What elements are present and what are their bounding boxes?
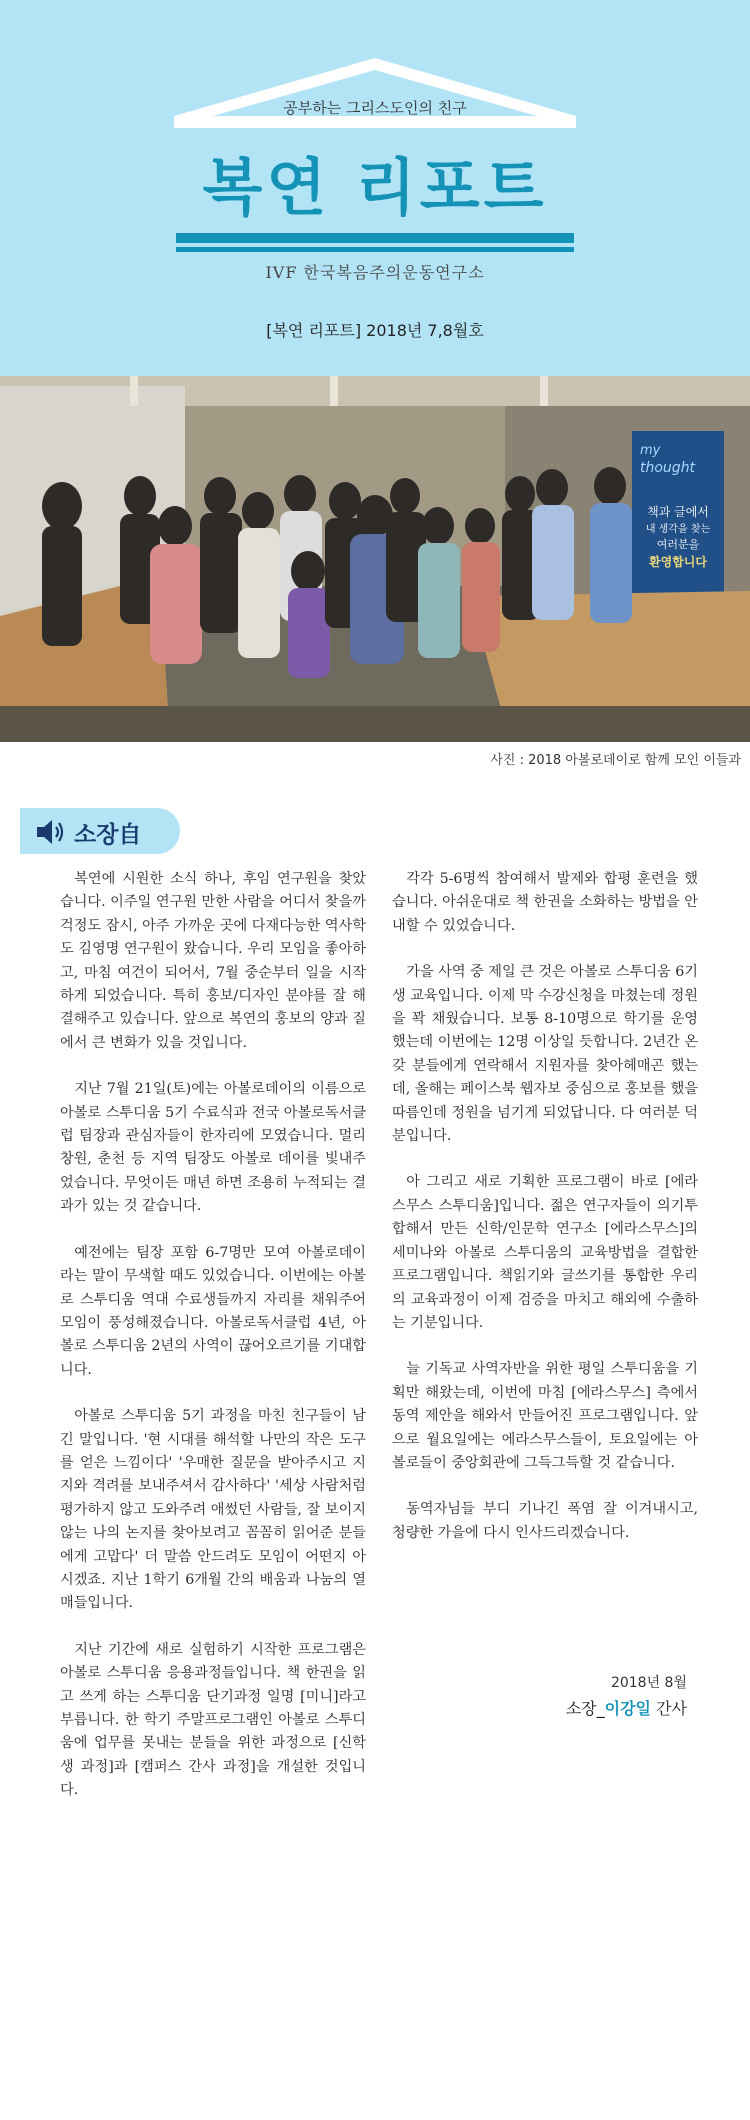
paragraph: 늘 기독교 사역자반을 위한 평일 스투디움을 기획만 해왔는데, 이번에 마침 [에라스무스] 측에서 동역 제안을 해와서 만들어진 프로그램입니다. 앞으로 월요일에는 에라스무스들이, 토요일에는 아볼로들이 중앙회관에 그득그득할 것 같습니다. — [392, 1361, 698, 1471]
section-title: 소장自 — [74, 822, 142, 848]
paragraph: 예전에는 팀장 포함 6-7명만 모여 아볼로데이라는 말이 무색할 때도 있었습니다. 이번에는 아볼로 스투디움 역대 수료생들까지 자리를 채워주어 모임이 풍성해졌습니다. 아볼로독서클럽 4년, 아볼로 스투디움 2년의 사역이 끊어오르기를 기대합니다. — [60, 1244, 366, 1378]
right-column — [392, 868, 698, 1568]
paragraph: 각각 5-6명씩 참여해서 발제와 합평 훈련을 했습니다. 아쉬운대로 책 한권을 소화하는 방법을 안내할 수 있었습니다. — [392, 871, 698, 934]
title-underline-thin — [176, 247, 574, 252]
banner-line1: my — [640, 443, 661, 458]
organization-name: IVF 한국복음주의운동연구소 — [265, 263, 485, 282]
paragraph: 가을 사역 중 제일 큰 것은 아볼로 스투디움 6기생 교육입니다. 이제 막 수강신청을 마쳤는데 정원을 꽉 채웠습니다. 보통 8-10명으로 학기를 운영했는데 이번에는 12명 이상일 듯합니다. 2년간 온갖 분들에게 연락해서 지원자를 찾아헤매곤 했는데, 올해는 페이스북 웹자보 중심으로 홍보를 했을 따름인데 정원을 넘기게 되었답니다. 다 여러분 덕분입니다. — [392, 964, 698, 1145]
paragraph: 지난 7월 21일(토)에는 아볼로데이의 이름으로 아볼로 스투디움 5기 수료식과 전국 아볼로독서클럽 팀장과 관심자들이 한자리에 모였습니다. 멀리 창원, 춘천 등 지역 팀장도 아볼로 데이를 빛내주었습니다. 무엇이든 매년 하면 조용히 누적되는 결과가 있는 것 같습니다. — [60, 1081, 366, 1215]
paragraph: 동역자님들 부디 기나긴 폭염 잘 이겨내시고, 청량한 가을에 다시 인사드리겠습니다. — [392, 1501, 698, 1541]
banner-text1: 책과 글에서 — [647, 505, 709, 519]
report-header — [0, 0, 750, 376]
photo-caption: 사진 : 2018 아볼로데이로 함께 모인 이들과 — [490, 753, 741, 768]
signature-date: 2018년 8월 — [610, 1675, 687, 1691]
paragraph: 지난 기간에 새로 실험하기 시작한 프로그램은 아볼로 스투디움 응용과정들입니다. 책 한권을 읽고 쓰게 하는 스투디움 단기과정 일명 [미니]라고 부릅니다. 한 학기 주말프로그램인 아볼로 스투디움에 업무를 못내는 분들을 위한 과정으로 [신학생 과정]과 [캠퍼스 간사 과정]을 개설한 것입니다. — [60, 1641, 366, 1799]
paragraph: 아볼로 스투디움 5기 과정을 마친 친구들이 남긴 말입니다. '현 시대를 해석할 나만의 작은 도구를 얻은 느낌이다' '우매한 질문을 받아주시고 지지와 격려를 보내주셔서 감사하다' '세상 사람처럼 평가하지 않고 도와주려 애썼던 사람들, 잘 보이지 않는 나의 논지를 찾아보려고 꼼꼼히 읽어준 분들에게 고맙다' 더 말씀 안드려도 모임이 어떤지 아시겠죠. 지난 1학기 6개월 간의 배움과 나눔의 열매들입니다. — [60, 1408, 366, 1612]
signature-name: 이강일 — [604, 1699, 651, 1718]
paragraph: 복연에 시원한 소식 하나, 후임 연구원을 찾았습니다. 이주일 연구원 만한 사람을 어디서 찾을까 걱정도 잠시, 아주 가까운 곳에 다재다능한 역사학도 김영명 연구원이 왔습니다. 우리 모임을 좋아하고, 마침 여건이 되어서, 7월 중순부터 일을 시작하게 되었습니다. 특히 홍보/디자인 분야를 잘 해결해주고 있습니다. 앞으로 복연의 홍보의 양과 질에서 큰 변화가 있을 것입니다. — [60, 871, 366, 1051]
paragraph: 아 그리고 새로 기획한 프로그램이 바로 [에라스무스 스투디움]입니다. 젊은 연구자들이 의기투합해서 만든 신학/인문학 연구소 [에라스무스]의 세미나와 아볼로 스투디움의 교육방법을 결합한 프로그램입니다. 책읽기와 글쓰기를 통합한 우리의 교육과정이 이제 검증을 마치고 해외에 수출하는 기분입니다. — [392, 1174, 698, 1331]
signature — [566, 1696, 687, 1719]
tagline: 공부하는 그리스도인의 친구 — [283, 99, 467, 117]
roof-outline-icon — [0, 0, 750, 150]
banner-text4: 환영합니다 — [649, 555, 707, 569]
left-column — [60, 868, 366, 1826]
group-photo-illustration — [0, 376, 750, 742]
banner-text3: 여러분을 — [656, 538, 700, 551]
banner — [632, 431, 724, 611]
page-title: 복연 리포트 — [202, 151, 548, 224]
group-photo — [0, 376, 750, 742]
banner-line2: thought — [640, 460, 696, 476]
title-underline — [176, 233, 574, 243]
signature-suffix: 간사 — [651, 1699, 687, 1718]
speaker-icon — [34, 818, 66, 846]
signature-role: 소장_ — [565, 1699, 605, 1718]
banner-text2: 내 생각을 찾는 — [645, 524, 711, 535]
issue-label: [복연 리포트] 2018년 7,8월호 — [266, 321, 484, 340]
